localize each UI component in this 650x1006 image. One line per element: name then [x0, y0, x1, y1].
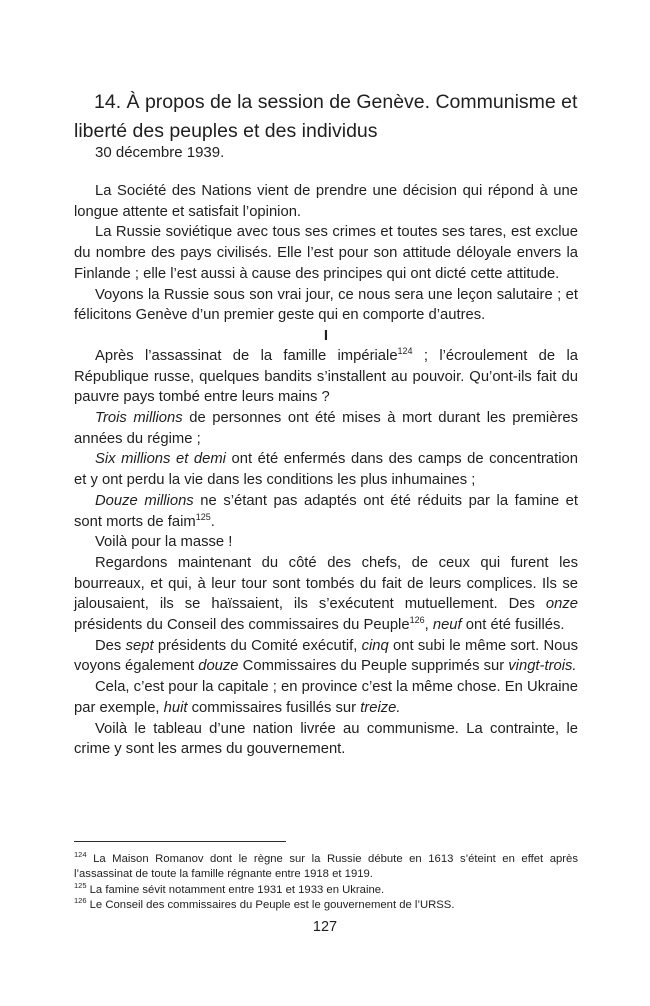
paragraph-10-emphasis-1: sept: [125, 637, 154, 654]
paragraph-4-text-b: ; l’écroulement de la République russe, quelques bandits s’installent au pouvoir. Qu’ont-ils fait du pauvre pays tombé entre leurs mains ?: [74, 347, 578, 406]
footnote-number: 125: [74, 880, 87, 890]
paragraph-9-emphasis-2: neuf: [432, 617, 462, 634]
footnote-ref-124: 124: [397, 346, 413, 356]
paragraph-8: Voilà pour la masse !: [95, 534, 233, 551]
paragraph-12: Voilà le tableau d’une nation livrée au communisme. La contrainte, le crime y sont les armes du gouvernement.: [74, 720, 578, 758]
paragraph-10-emphasis-4: vingt-trois.: [508, 658, 577, 675]
paragraph-7-end: .: [210, 513, 215, 530]
paragraph-11-text-b: commissaires fusillés sur: [187, 699, 361, 716]
paragraph-5-emphasis: Trois millions: [95, 410, 183, 427]
footnote-125: [74, 880, 578, 898]
footnote-124: [74, 852, 578, 883]
paragraph-11-emphasis-1: huit: [163, 699, 188, 716]
paragraph-2: La Russie soviétique avec tous ses crimes et toutes ses tares, est exclue du nombre des pays civilisés. Elle l’est pour son attitude déloyale envers la Finlande ; elle l’est aussi à cause des principes qui ont dicté cette attitude.: [74, 224, 578, 282]
paragraph-11-emphasis-2: treize.: [360, 699, 401, 716]
paragraph-9-text-d: ont été fusillés.: [461, 617, 565, 634]
paragraph-10-emphasis-3: douze: [198, 658, 239, 675]
page-number: 127: [312, 919, 338, 935]
paragraph-10-text-c: ont subi le même sort. Nous voyons également: [74, 637, 578, 675]
paragraph-5: [74, 408, 578, 449]
paragraph-6-text: ont été enfermés dans des camps de concentration et y ont perdu la vie dans les conditions les plus inhumaines ;: [74, 451, 578, 489]
paragraph-7: [74, 491, 578, 532]
footnotes: [74, 852, 578, 913]
paragraph-4: [74, 346, 578, 408]
chapter-title-line-1: 14. À propos de la session de Genève. Communisme et: [94, 91, 578, 113]
paragraph-9: [74, 553, 578, 636]
paragraph-10-emphasis-2: cinq: [361, 637, 389, 654]
paragraph-9-text-c: ,: [424, 617, 433, 634]
footnote-separator: [74, 841, 286, 842]
paragraph-7-emphasis: Douze millions: [95, 492, 194, 509]
chapter-title-line-2: liberté des peuples et des individus: [74, 120, 378, 142]
paragraph-3: Voyons la Russie sous son vrai jour, ce nous sera une leçon salutaire ; et félicitons Genève d’un premier geste qui en comporte d’autres.: [74, 286, 578, 324]
paragraph-6-emphasis: Six millions et demi: [95, 451, 226, 468]
paragraph-1: La Société des Nations vient de prendre une décision qui répond à une longue attente et satisfait l’opinion.: [74, 183, 578, 220]
footnote-ref-126: 126: [409, 615, 425, 626]
paragraph-11-text-a: Cela, c’est pour la capitale ; en province c’est la même chose. En Ukraine par exemple,: [74, 679, 578, 716]
chapter-title: [74, 88, 584, 146]
paragraph-10-text-b: présidents du Comité exécutif,: [153, 637, 362, 654]
chapter-date: 30 décembre 1939.: [95, 144, 225, 161]
paragraph-4-text-a: Après l’assassinat de la famille impériale: [95, 347, 398, 364]
paragraph-7-text: ne s’étant pas adaptés ont été réduits par la famine et sont morts de faim: [74, 492, 578, 530]
footnote-text: La Maison Romanov dont le règne sur la Russie débute en 1613 s’éteint en effet après l’assassinat de toute la famille régnante entre 1918 et 1919.: [74, 853, 578, 881]
body-text: [74, 181, 578, 760]
footnote-ref-125: 125: [195, 511, 211, 522]
footnote-126: [74, 898, 578, 913]
section-heading: I: [323, 326, 329, 344]
paragraph-5-text: de personnes ont été mises à mort durant les premières années du régime ;: [74, 410, 578, 447]
footnote-text: Le Conseil des commissaires du Peuple est le gouvernement de l’URSS.: [86, 898, 455, 911]
footnote-number: 124: [74, 850, 87, 860]
paragraph-10-text-d: Commissaires du Peuple supprimés sur: [238, 658, 509, 675]
paragraph-9-text-a: Regardons maintenant du côté des chefs, de ceux qui furent les bourreaux, et qui, à leur tour sont tombés du fait de leurs complices. Ils se jalousaient, ils se haïssaient, ils s’exécutent mutuellement. Des: [74, 554, 578, 613]
paragraph-9-emphasis-1: onze: [545, 596, 578, 613]
paragraph-9-text-b: présidents du Conseil des commissaires du Peuple: [74, 617, 410, 634]
paragraph-6: [74, 449, 578, 490]
footnote-text: La famine sévit notamment entre 1931 et 1933 en Ukraine.: [86, 883, 385, 896]
paragraph-10-text-a: Des: [95, 637, 126, 654]
paragraph-11: [74, 677, 578, 718]
paragraph-10: [74, 636, 578, 677]
footnote-number: 126: [74, 896, 87, 906]
